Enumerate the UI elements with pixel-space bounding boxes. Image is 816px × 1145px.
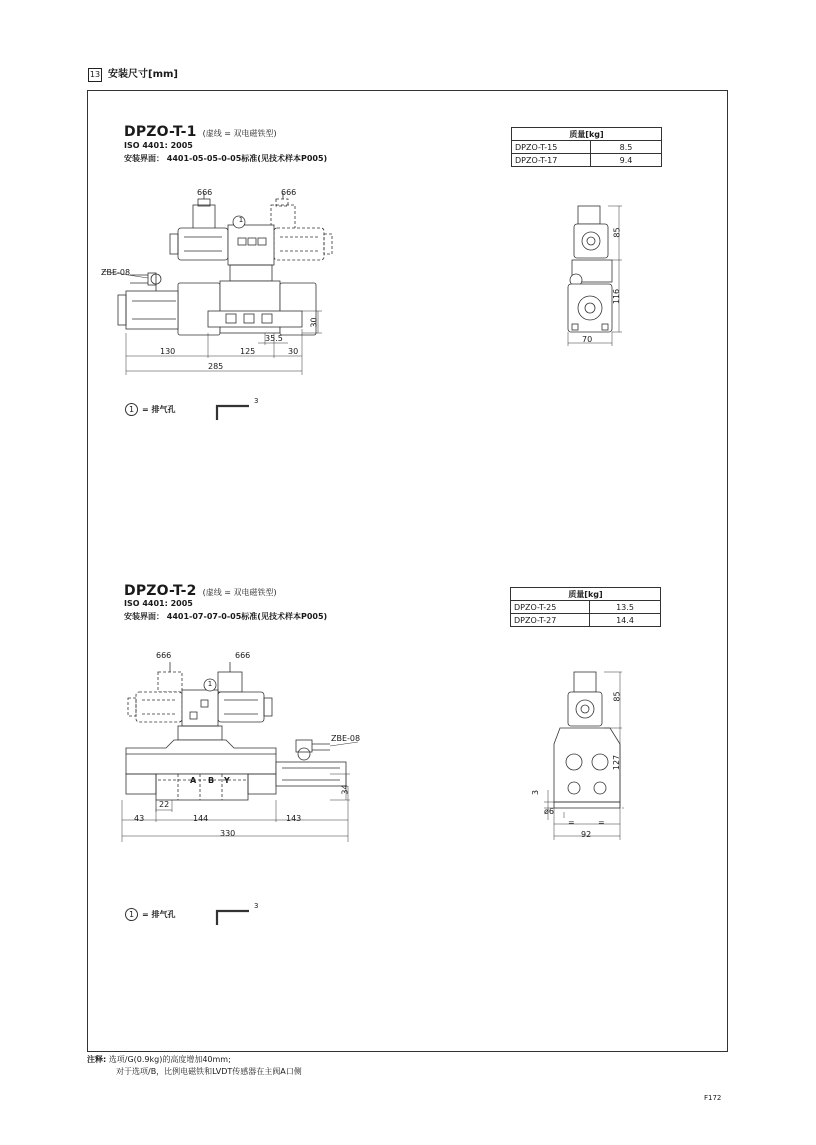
- hex-wrench-icon: [214, 400, 254, 422]
- dim-label: 285: [208, 362, 224, 371]
- dim-label: =: [568, 818, 575, 827]
- model-note: (虚线 = 双电磁铁型): [202, 588, 277, 597]
- vent-legend: [125, 908, 176, 921]
- vent-marker: 1: [238, 216, 244, 224]
- wrench-size: 3: [254, 902, 259, 910]
- mass-table-header: 质量[kg]: [511, 588, 661, 601]
- mounting-interface: 安装界面： 4401-05-05-0-05标准(见技术样本P005): [124, 154, 328, 163]
- legend-text: = 排气孔: [142, 910, 176, 919]
- footnote-line: 选项/G(0.9kg)的高度增加40mm;: [108, 1055, 231, 1064]
- dim-label: 144: [193, 814, 209, 823]
- wrench-size: 3: [254, 397, 259, 405]
- footnote-label: 注释:: [87, 1055, 107, 1064]
- dim-label: ø6: [544, 807, 554, 816]
- port-label: B: [208, 776, 215, 785]
- dim-label: 92: [581, 830, 592, 839]
- side-view-drawing-1: [552, 198, 632, 348]
- mounting-interface: 安装界面： 4401-07-07-0-05标准(见技术样本P005): [124, 612, 328, 621]
- footnote-line: 对于选项/B，比例电磁铁和LVDT传感器在主阀A口侧: [116, 1067, 302, 1076]
- vent-marker: 1: [125, 403, 138, 416]
- section-number: 13: [88, 68, 102, 82]
- model-title: DPZO-T-2: [124, 583, 197, 599]
- dim-label: 116: [612, 288, 622, 305]
- dim-label: 143: [286, 814, 302, 823]
- legend-text: = 排气孔: [142, 405, 176, 414]
- dim-label: 70: [582, 335, 593, 344]
- dim-label: 85: [612, 691, 622, 702]
- dim-label: 330: [220, 829, 236, 838]
- connector-label: 666: [156, 651, 172, 660]
- fitting-label: ZBE-08: [331, 734, 361, 743]
- port-label: A: [190, 776, 197, 785]
- fitting-label: ZBE-08: [101, 268, 131, 277]
- model-title: DPZO-T-1: [124, 124, 197, 140]
- table-row: DPZO-T-25 13.5: [511, 601, 661, 614]
- page-id: F172: [704, 1094, 722, 1102]
- vent-marker: 1: [125, 908, 138, 921]
- dim-label: 35.5: [265, 334, 283, 343]
- table-row: DPZO-T-15 8.5: [512, 141, 662, 154]
- mass-table-header: 质量[kg]: [512, 128, 662, 141]
- front-view-drawing-2: [118, 650, 368, 845]
- dim-label: 22: [159, 800, 170, 809]
- unit-2-heading: [124, 580, 277, 599]
- iso-standard: ISO 4401: 2005: [124, 141, 193, 150]
- front-view-drawing-1: [98, 183, 358, 378]
- mass-table: [511, 127, 662, 167]
- table-row: DPZO-T-27 14.4: [511, 614, 661, 627]
- section-title: 安装尺寸[mm]: [108, 69, 178, 80]
- vent-legend: [125, 403, 176, 416]
- unit-1-heading: [124, 121, 277, 140]
- dim-label: 30: [309, 317, 319, 328]
- dim-label: 43: [134, 814, 145, 823]
- connector-label: 666: [281, 188, 297, 197]
- dim-label: 30: [288, 347, 299, 356]
- vent-marker: 1: [207, 680, 213, 688]
- model-note: (虚线 = 双电磁铁型): [202, 129, 277, 138]
- mass-table: [510, 587, 661, 627]
- dim-label: 3: [531, 789, 541, 796]
- dim-label: 85: [612, 227, 622, 238]
- table-row: DPZO-T-17 9.4: [512, 154, 662, 167]
- dim-label: 130: [160, 347, 176, 356]
- hex-wrench-icon: [214, 905, 254, 927]
- iso-standard: ISO 4401: 2005: [124, 599, 193, 608]
- connector-label: 666: [235, 651, 251, 660]
- dim-label: 125: [240, 347, 256, 356]
- dim-label: =: [598, 818, 605, 827]
- connector-label: 666: [197, 188, 213, 197]
- port-label: Y: [224, 776, 230, 785]
- dim-label: 34: [340, 784, 350, 795]
- footnote: [87, 1054, 302, 1078]
- dim-label: 127: [612, 754, 622, 771]
